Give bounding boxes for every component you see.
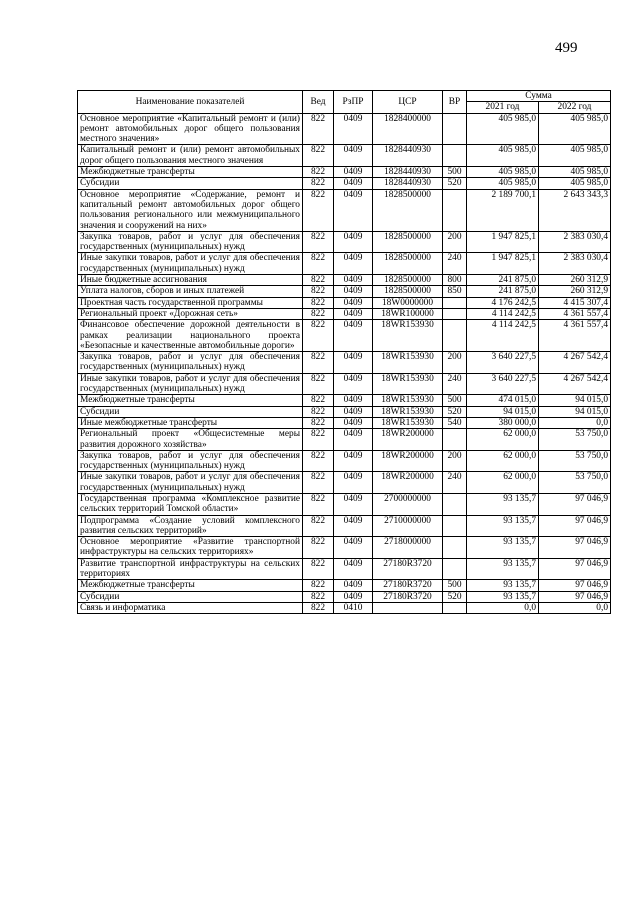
row-sum-2022: 405 985,0 [539, 145, 611, 167]
table-row [78, 472, 611, 494]
row-rzpr: 0409 [334, 373, 373, 395]
row-vr [443, 113, 467, 145]
row-sum-2021: 405 985,0 [467, 167, 539, 178]
header-csr: ЦСР [373, 91, 443, 114]
row-ved: 822 [303, 602, 334, 613]
row-ved: 822 [303, 145, 334, 167]
row-name: Развитие транспортной инфраструктуры на сельских территориях [78, 558, 303, 580]
row-rzpr: 0409 [334, 113, 373, 145]
table-row [78, 537, 611, 559]
row-name: Основное мероприятие «Развитие транспортной инфраструктуры на сельских территориях» [78, 537, 303, 559]
row-name: Межбюджетные трансферты [78, 395, 303, 406]
row-name: Иные закупки товаров, работ и услуг для обеспечения государственных (муниципальных) нужд [78, 373, 303, 395]
row-vr [443, 515, 467, 537]
row-rzpr: 0409 [334, 167, 373, 178]
row-rzpr: 0409 [334, 493, 373, 515]
row-sum-2022: 53 750,0 [539, 472, 611, 494]
row-sum-2021: 93 135,7 [467, 515, 539, 537]
table-row [78, 145, 611, 167]
row-ved: 822 [303, 417, 334, 428]
row-name: Связь и информатика [78, 602, 303, 613]
header-rzpr: РзПР [334, 91, 373, 114]
row-sum-2021: 62 000,0 [467, 450, 539, 472]
row-ved: 822 [303, 286, 334, 297]
page-number: 499 [555, 40, 578, 56]
row-csr: 18W0000000 [373, 297, 443, 308]
row-vr: 500 [443, 395, 467, 406]
table-row [78, 591, 611, 602]
table-row [78, 515, 611, 537]
row-rzpr: 0409 [334, 472, 373, 494]
row-ved: 822 [303, 515, 334, 537]
row-sum-2021: 93 135,7 [467, 558, 539, 580]
row-name: Основное мероприятие «Капитальный ремонт и (или) ремонт автомобильных дорог общего пользования местного значения» [78, 113, 303, 145]
row-ved: 822 [303, 429, 334, 451]
table-row [78, 352, 611, 374]
row-ved: 822 [303, 231, 334, 253]
row-name: Региональный проект «Дорожная сеть» [78, 308, 303, 319]
row-name: Закупка товаров, работ и услуг для обеспечения государственных (муниципальных) нужд [78, 450, 303, 472]
row-name: Закупка товаров, работ и услуг для обеспечения государственных (муниципальных) нужд [78, 352, 303, 374]
table-row [78, 602, 611, 613]
row-sum-2022: 405 985,0 [539, 167, 611, 178]
row-ved: 822 [303, 308, 334, 319]
row-sum-2021: 93 135,7 [467, 580, 539, 591]
row-ved: 822 [303, 189, 334, 231]
row-sum-2021: 1 947 825,1 [467, 231, 539, 253]
row-rzpr: 0409 [334, 406, 373, 417]
row-ved: 822 [303, 580, 334, 591]
row-vr [443, 558, 467, 580]
table-row [78, 113, 611, 145]
row-vr: 520 [443, 178, 467, 189]
row-name: Субсидии [78, 406, 303, 417]
row-ved: 822 [303, 113, 334, 145]
row-vr [443, 308, 467, 319]
row-name: Субсидии [78, 591, 303, 602]
row-vr: 240 [443, 253, 467, 275]
row-vr [443, 493, 467, 515]
row-sum-2021: 93 135,7 [467, 591, 539, 602]
row-vr: 200 [443, 231, 467, 253]
table-header [78, 91, 611, 114]
row-rzpr: 0409 [334, 145, 373, 167]
row-rzpr: 0409 [334, 580, 373, 591]
row-name: Региональный проект «Общесистемные меры развития дорожного хозяйства» [78, 429, 303, 451]
table-row [78, 231, 611, 253]
row-csr: 2710000000 [373, 515, 443, 537]
row-csr: 1828500000 [373, 275, 443, 286]
row-sum-2022: 4 361 557,4 [539, 308, 611, 319]
table-row [78, 320, 611, 352]
table-row [78, 395, 611, 406]
row-ved: 822 [303, 450, 334, 472]
header-vr: ВР [443, 91, 467, 114]
row-sum-2022: 405 985,0 [539, 178, 611, 189]
row-rzpr: 0409 [334, 178, 373, 189]
header-year-2022: 2022 год [539, 102, 611, 113]
table-row [78, 253, 611, 275]
row-rzpr: 0409 [334, 231, 373, 253]
row-ved: 822 [303, 178, 334, 189]
row-vr: 240 [443, 373, 467, 395]
row-name: Межбюджетные трансферты [78, 167, 303, 178]
row-rzpr: 0409 [334, 515, 373, 537]
row-sum-2022: 94 015,0 [539, 406, 611, 417]
row-name: Проектная часть государственной программы [78, 297, 303, 308]
row-csr: 18WR153930 [373, 406, 443, 417]
row-sum-2021: 1 947 825,1 [467, 253, 539, 275]
row-csr: 2700000000 [373, 493, 443, 515]
budget-table [77, 90, 611, 614]
row-name: Иные закупки товаров, работ и услуг для обеспечения государственных (муниципальных) нужд [78, 253, 303, 275]
row-csr: 1828400000 [373, 113, 443, 145]
table-row [78, 178, 611, 189]
row-name: Капитальный ремонт и (или) ремонт автомобильных дорог общего пользования местного значения [78, 145, 303, 167]
row-name: Межбюджетные трансферты [78, 580, 303, 591]
row-csr: 27180R3720 [373, 580, 443, 591]
table-row [78, 167, 611, 178]
row-sum-2021: 3 640 227,5 [467, 352, 539, 374]
row-csr: 18WR200000 [373, 429, 443, 451]
row-sum-2022: 4 267 542,4 [539, 352, 611, 374]
row-sum-2021: 2 189 700,1 [467, 189, 539, 231]
row-name: Иные межбюджетные трансферты [78, 417, 303, 428]
row-rzpr: 0409 [334, 591, 373, 602]
row-sum-2021: 241 875,0 [467, 275, 539, 286]
row-name: Закупка товаров, работ и услуг для обеспечения государственных (муниципальных) нужд [78, 231, 303, 253]
row-name: Иные бюджетные ассигнования [78, 275, 303, 286]
row-sum-2021: 3 640 227,5 [467, 373, 539, 395]
table-row [78, 308, 611, 319]
row-rzpr: 0409 [334, 308, 373, 319]
table-row [78, 493, 611, 515]
row-csr: 18WR100000 [373, 308, 443, 319]
row-sum-2022: 2 643 343,3 [539, 189, 611, 231]
row-ved: 822 [303, 167, 334, 178]
row-csr: 18WR200000 [373, 450, 443, 472]
row-rzpr: 0409 [334, 352, 373, 374]
row-ved: 822 [303, 297, 334, 308]
row-ved: 822 [303, 275, 334, 286]
row-name: Основное мероприятие «Содержание, ремонт и капитальный ремонт автомобильных дорог общего пользования регионального или межмуниципального значения и сооружений на них» [78, 189, 303, 231]
row-sum-2021: 474 015,0 [467, 395, 539, 406]
row-vr: 800 [443, 275, 467, 286]
row-rzpr: 0409 [334, 417, 373, 428]
row-rzpr: 0409 [334, 537, 373, 559]
row-sum-2022: 260 312,9 [539, 275, 611, 286]
row-vr [443, 537, 467, 559]
row-ved: 822 [303, 537, 334, 559]
header-ved: Вед [303, 91, 334, 114]
row-rzpr: 0409 [334, 253, 373, 275]
row-csr: 18WR153930 [373, 395, 443, 406]
row-csr: 18WR153930 [373, 352, 443, 374]
row-rzpr: 0409 [334, 297, 373, 308]
row-ved: 822 [303, 320, 334, 352]
row-csr: 1828500000 [373, 189, 443, 231]
row-csr: 1828500000 [373, 253, 443, 275]
row-sum-2022: 4 415 307,4 [539, 297, 611, 308]
row-sum-2021: 93 135,7 [467, 537, 539, 559]
row-vr: 500 [443, 580, 467, 591]
row-name: Государственная программа «Комплексное развитие сельских территорий Томской области» [78, 493, 303, 515]
row-ved: 822 [303, 352, 334, 374]
table-row [78, 558, 611, 580]
row-name: Уплата налогов, сборов и иных платежей [78, 286, 303, 297]
row-sum-2021: 241 875,0 [467, 286, 539, 297]
row-rzpr: 0409 [334, 320, 373, 352]
row-sum-2021: 0,0 [467, 602, 539, 613]
row-csr: 2718000000 [373, 537, 443, 559]
row-ved: 822 [303, 406, 334, 417]
row-name: Подпрограмма «Создание условий комплексного развития сельских территорий» [78, 515, 303, 537]
row-csr: 1828500000 [373, 286, 443, 297]
row-sum-2022: 2 383 030,4 [539, 231, 611, 253]
row-csr: 18WR153930 [373, 320, 443, 352]
row-rzpr: 0409 [334, 558, 373, 580]
row-csr: 18WR153930 [373, 417, 443, 428]
row-sum-2022: 94 015,0 [539, 395, 611, 406]
row-csr: 1828440930 [373, 167, 443, 178]
table-row [78, 417, 611, 428]
row-sum-2021: 405 985,0 [467, 113, 539, 145]
row-vr: 240 [443, 472, 467, 494]
table-body [78, 113, 611, 614]
row-ved: 822 [303, 591, 334, 602]
row-sum-2021: 62 000,0 [467, 429, 539, 451]
table-row [78, 373, 611, 395]
table-row [78, 580, 611, 591]
row-sum-2022: 97 046,9 [539, 558, 611, 580]
row-vr [443, 320, 467, 352]
row-csr: 27180R3720 [373, 558, 443, 580]
row-sum-2022: 260 312,9 [539, 286, 611, 297]
row-sum-2022: 53 750,0 [539, 429, 611, 451]
row-rzpr: 0409 [334, 275, 373, 286]
row-vr: 200 [443, 352, 467, 374]
row-sum-2022: 4 361 557,4 [539, 320, 611, 352]
row-rzpr: 0409 [334, 429, 373, 451]
row-sum-2021: 405 985,0 [467, 178, 539, 189]
row-name: Субсидии [78, 178, 303, 189]
table-row [78, 450, 611, 472]
row-vr: 520 [443, 591, 467, 602]
row-vr: 540 [443, 417, 467, 428]
row-sum-2022: 97 046,9 [539, 515, 611, 537]
row-name: Иные закупки товаров, работ и услуг для обеспечения государственных (муниципальных) нужд [78, 472, 303, 494]
header-name: Наименование показателей [78, 91, 303, 114]
row-ved: 822 [303, 493, 334, 515]
table-row [78, 406, 611, 417]
row-csr: 1828440930 [373, 178, 443, 189]
row-sum-2022: 53 750,0 [539, 450, 611, 472]
row-vr [443, 602, 467, 613]
row-rzpr: 0409 [334, 189, 373, 231]
row-vr: 200 [443, 450, 467, 472]
row-vr [443, 145, 467, 167]
header-year-2021: 2021 год [467, 102, 539, 113]
row-csr: 1828500000 [373, 231, 443, 253]
row-sum-2021: 4 114 242,5 [467, 320, 539, 352]
row-rzpr: 0409 [334, 395, 373, 406]
row-sum-2021: 380 000,0 [467, 417, 539, 428]
row-vr: 500 [443, 167, 467, 178]
row-sum-2022: 2 383 030,4 [539, 253, 611, 275]
row-ved: 822 [303, 373, 334, 395]
row-sum-2021: 62 000,0 [467, 472, 539, 494]
row-csr: 1828440930 [373, 145, 443, 167]
row-ved: 822 [303, 253, 334, 275]
table-row [78, 297, 611, 308]
row-sum-2022: 4 267 542,4 [539, 373, 611, 395]
row-sum-2022: 0,0 [539, 602, 611, 613]
row-vr [443, 189, 467, 231]
row-ved: 822 [303, 558, 334, 580]
row-sum-2022: 97 046,9 [539, 537, 611, 559]
row-sum-2021: 4 114 242,5 [467, 308, 539, 319]
header-sum: Сумма [467, 91, 611, 102]
table-row [78, 189, 611, 231]
table-row [78, 286, 611, 297]
row-sum-2021: 94 015,0 [467, 406, 539, 417]
table-row [78, 275, 611, 286]
row-ved: 822 [303, 472, 334, 494]
row-vr [443, 297, 467, 308]
row-rzpr: 0409 [334, 286, 373, 297]
row-ved: 822 [303, 395, 334, 406]
row-sum-2022: 405 985,0 [539, 113, 611, 145]
row-csr: 27180R3720 [373, 591, 443, 602]
row-csr [373, 602, 443, 613]
row-sum-2022: 0,0 [539, 417, 611, 428]
row-csr: 18WR200000 [373, 472, 443, 494]
row-vr [443, 429, 467, 451]
row-csr: 18WR153930 [373, 373, 443, 395]
row-sum-2022: 97 046,9 [539, 591, 611, 602]
row-sum-2022: 97 046,9 [539, 580, 611, 591]
row-vr: 850 [443, 286, 467, 297]
table-row [78, 429, 611, 451]
row-sum-2021: 93 135,7 [467, 493, 539, 515]
row-name: Финансовое обеспечение дорожной деятельности в рамках реализации национального проекта «Безопасные и качественные автомобильные дороги» [78, 320, 303, 352]
row-sum-2021: 4 176 242,5 [467, 297, 539, 308]
row-sum-2022: 97 046,9 [539, 493, 611, 515]
row-rzpr: 0410 [334, 602, 373, 613]
row-rzpr: 0409 [334, 450, 373, 472]
row-sum-2021: 405 985,0 [467, 145, 539, 167]
row-vr: 520 [443, 406, 467, 417]
